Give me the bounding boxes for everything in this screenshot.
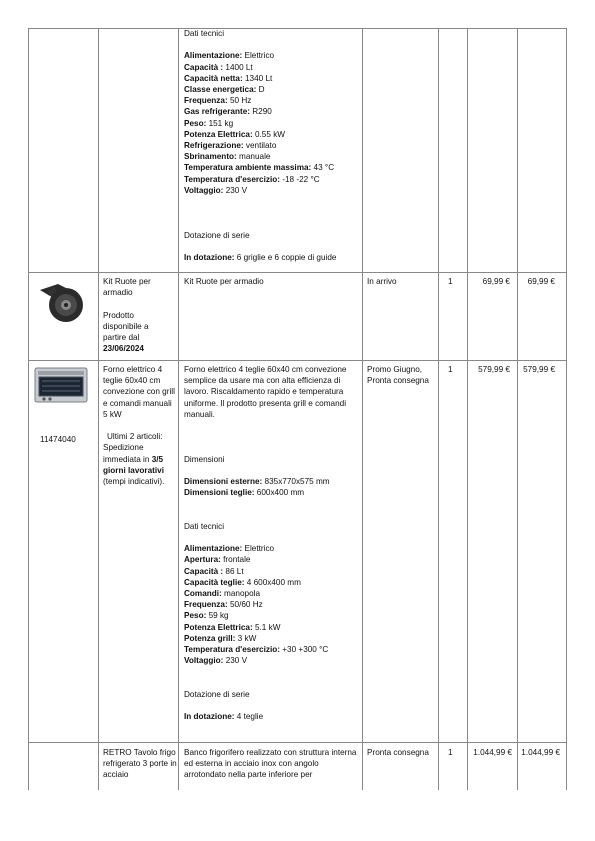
spec-line: Potenza Elettrica: 0.55 kW xyxy=(184,129,286,139)
row2-description: Kit Ruote per armadio xyxy=(184,277,264,286)
row4-description: Banco frigorifero realizzato con struttura interna ed esterna in acciaio inox con angolo arrotondato nella parte inferiore per xyxy=(184,748,357,780)
row2-status: In arrivo xyxy=(367,277,397,286)
spec-line: Temperatura ambiente massima: 43 °C xyxy=(184,163,335,173)
spec-line: Potenza grill: 3 kW xyxy=(184,633,257,643)
spec-line: Peso: 151 kg xyxy=(184,118,234,128)
row3-unit-price: 579,99 € xyxy=(478,365,510,374)
spec-line: Refrigerazione: ventilato xyxy=(184,141,277,151)
spec-line: Capacità netta: 1340 Lt xyxy=(184,73,273,83)
spec-line: Frequenza: 50/60 Hz xyxy=(184,600,263,610)
row3-dim-list xyxy=(184,476,360,498)
row3-dotazione: In dotazione: 4 teglie xyxy=(184,712,264,722)
spec-line: Voltaggio: 230 V xyxy=(184,185,248,195)
row4-status: Pronta consegna xyxy=(367,748,429,757)
spec-line: Gas refrigerante: R290 xyxy=(184,107,272,117)
row3-stock-info: Ultimi 2 articoli: Spedizione immediata in 3/5 giorni lavorativi (tempi indicativi). xyxy=(103,432,165,487)
row4-qty: 1 xyxy=(448,748,453,757)
spec-line: Capacità teglie: 4 600x400 mm xyxy=(184,577,301,587)
row3-product-code: 11474040 xyxy=(40,435,76,444)
row1-tech-heading: Dati tecnici xyxy=(184,29,225,38)
spec-line: Frequenza: 50 Hz xyxy=(184,96,252,106)
row3-qty: 1 xyxy=(448,365,453,374)
spec-line: Sbrinamento: manuale xyxy=(184,152,271,162)
caster-wheel-icon xyxy=(36,280,88,324)
row2-availability: Prodotto disponibile a partire dal 23/06/2024 xyxy=(103,310,149,354)
spec-line: Potenza Elettrica: 5.1 kW xyxy=(184,622,281,632)
row3-spec-list xyxy=(184,543,360,666)
spec-line: Temperatura d'esercizio: +30 +300 °C xyxy=(184,645,329,654)
spec-line: Dimensioni esterne: 835x770x575 mm xyxy=(184,476,330,486)
spec-line: Apertura: frontale xyxy=(184,555,251,565)
row2-total: 69,99 € xyxy=(527,277,555,286)
spec-line: Capacità : 86 Lt xyxy=(184,566,244,576)
spec-line: Temperatura d'esercizio: -18 -22 °C xyxy=(184,174,320,184)
row3-dim-heading: Dimensioni xyxy=(184,454,225,464)
spec-line: Alimentazione: Elettrico xyxy=(184,544,275,554)
row2-product-cell xyxy=(103,276,177,354)
convection-oven-icon xyxy=(34,366,88,404)
row3-tech-heading: Dati tecnici xyxy=(184,521,225,531)
row3-product-cell xyxy=(103,364,177,487)
row2-product-name[interactable]: Kit Ruote per armadio xyxy=(103,277,151,298)
row3-description: Forno elettrico 4 teglie 60x40 cm convezione semplice da usare ma con alta efficienza di lavoro. Riscaldamento rapido e temperatura uniforme. Il prodotto presenta grill e comandi manuali. xyxy=(184,365,347,419)
spec-line: Voltaggio: 230 V xyxy=(184,656,248,666)
row4-product-name[interactable]: RETRO Tavolo frigo refrigerato 3 porte in acciaio xyxy=(103,748,177,780)
spec-line: Classe energetica: D xyxy=(184,85,265,94)
spec-line: Dimensioni teglie: 600x400 mm xyxy=(184,488,305,498)
row3-product-name[interactable]: Forno elettrico 4 teglie 60x40 cm convezione con grill e comandi manuali 5 kW xyxy=(103,365,175,419)
spec-line: Peso: 59 kg xyxy=(184,611,229,621)
spec-line: Capacità : 1400 Lt xyxy=(184,62,253,72)
row3-status: Promo Giugno, Pronta consegna xyxy=(367,365,429,386)
row1-description-cell xyxy=(184,28,360,263)
row2-qty: 1 xyxy=(448,277,453,286)
row1-dotazione: In dotazione: 6 griglie e 6 coppie di guide xyxy=(184,253,337,262)
row1-spec-list xyxy=(184,50,360,196)
row3-description-cell xyxy=(184,364,360,722)
row4-total: 1.044,99 € xyxy=(521,748,560,757)
spec-line: Comandi: manopola xyxy=(184,588,261,598)
row4-unit-price: 1.044,99 € xyxy=(473,748,512,757)
row2-unit-price: 69,99 € xyxy=(482,277,510,286)
row3-total: 579,99 € xyxy=(523,365,555,374)
row3-dotazione-heading: Dotazione di serie xyxy=(184,689,250,699)
row1-dotazione-heading: Dotazione di serie xyxy=(184,230,250,240)
spec-line: Alimentazione: Elettrico xyxy=(184,51,275,61)
